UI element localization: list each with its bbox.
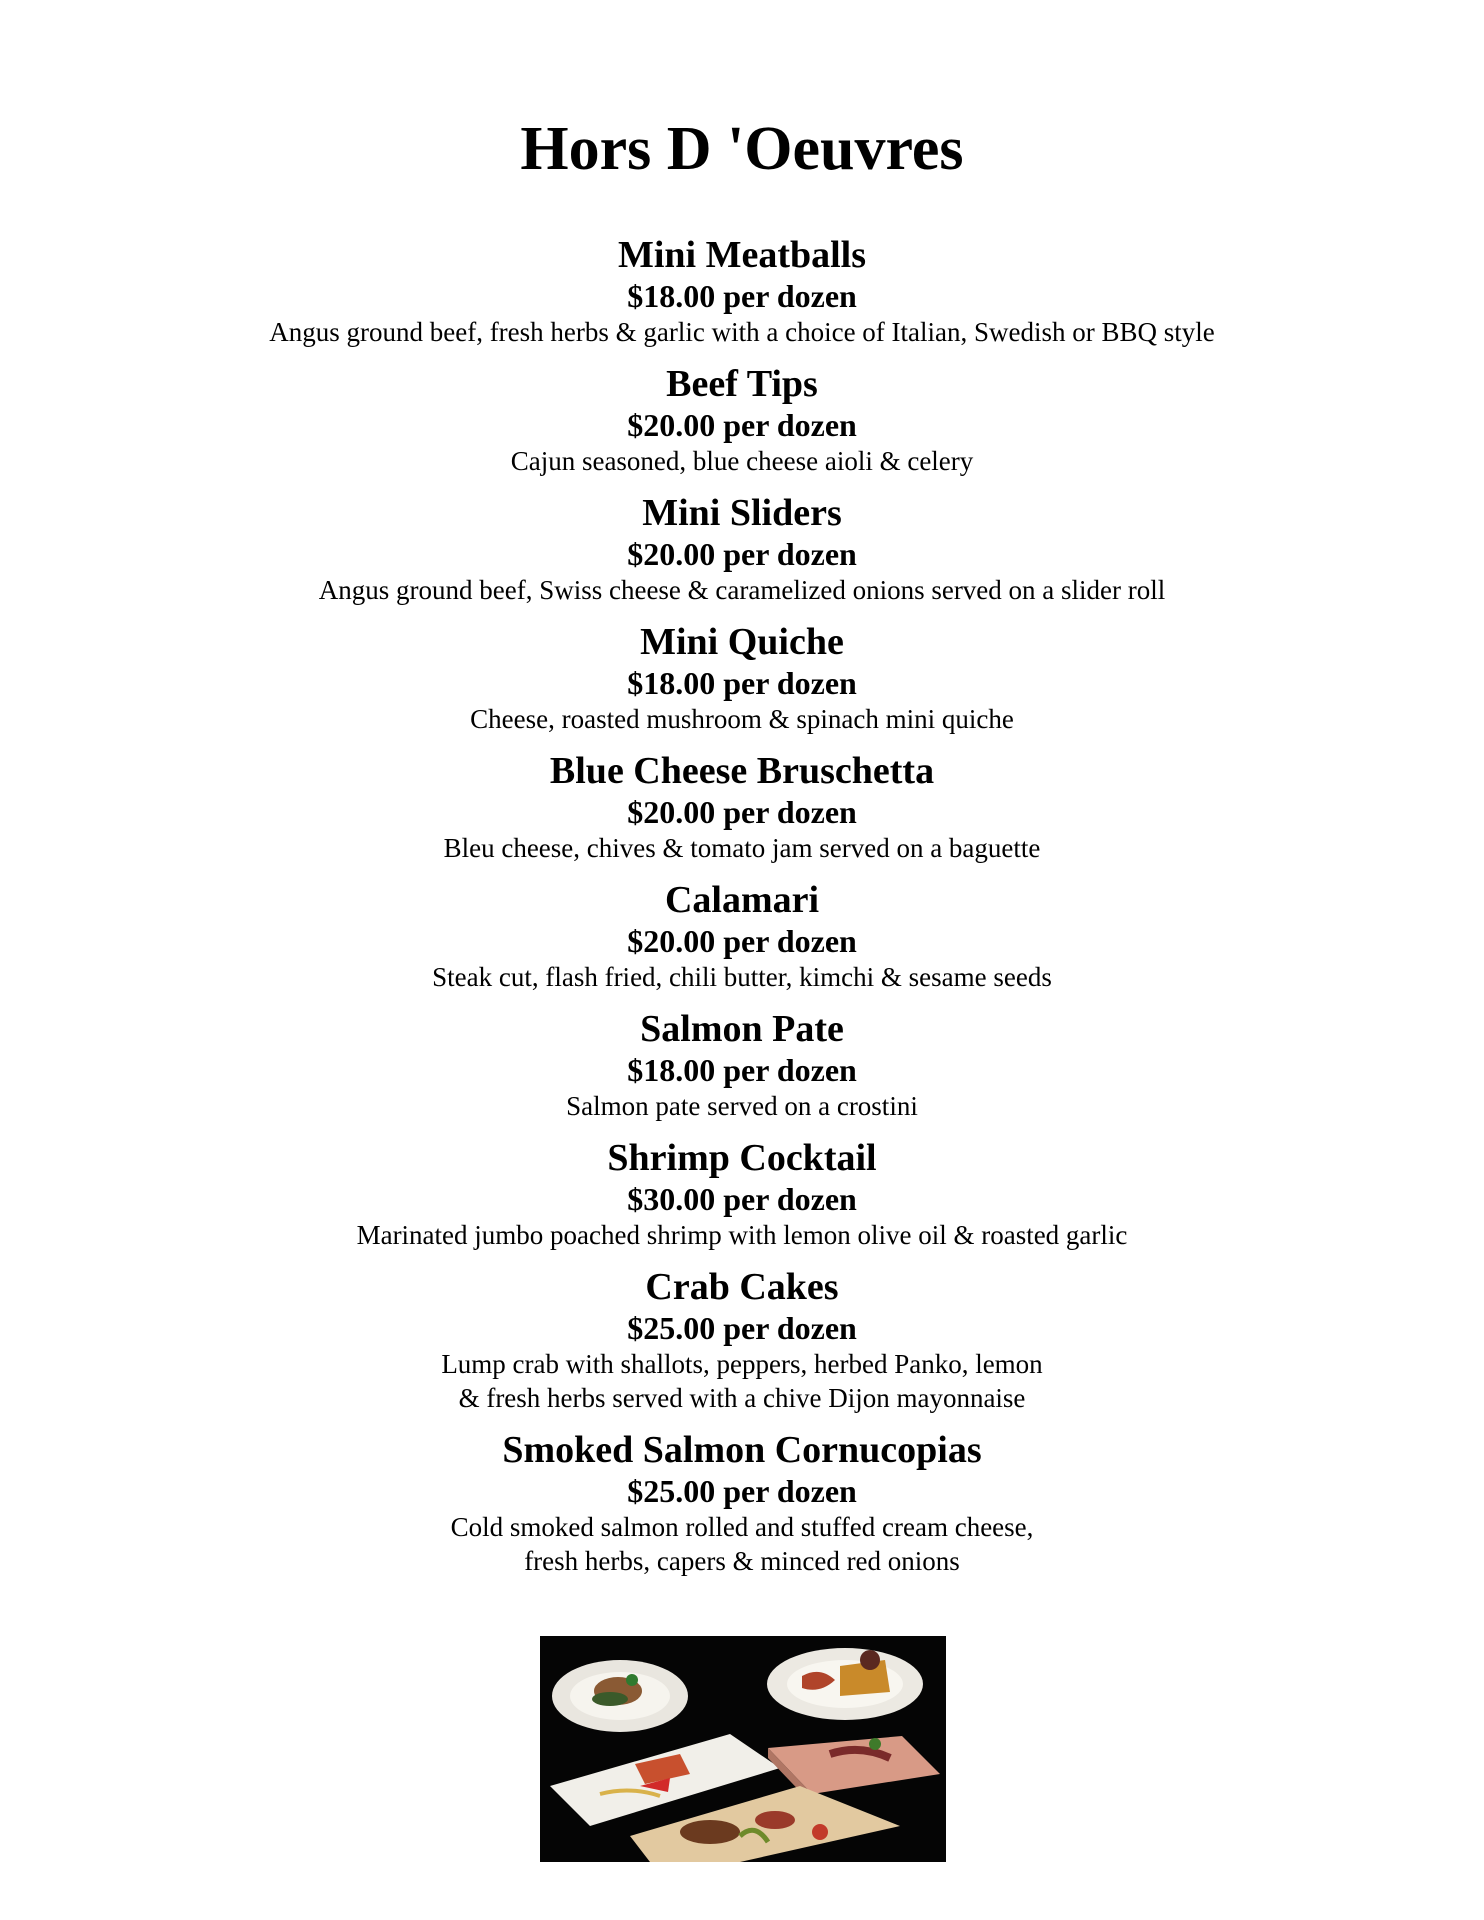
menu-item-price: $25.00 per dozen bbox=[627, 1310, 857, 1346]
menu-item-name: Blue Cheese Bruschetta bbox=[549, 750, 935, 792]
menu-item-price: $18.00 per dozen bbox=[627, 278, 857, 314]
menu-item bbox=[0, 232, 1484, 349]
menu-item-price: $20.00 per dozen bbox=[627, 536, 857, 572]
menu-item-name: Mini Meatballs bbox=[617, 234, 867, 276]
menu-item-description: Cheese, roasted mushroom & spinach mini quiche bbox=[470, 704, 1014, 734]
menu-item-name: Shrimp Cocktail bbox=[607, 1137, 877, 1179]
menu-item-description: Salmon pate served on a crostini bbox=[566, 1091, 918, 1121]
page-title: Hors D 'Oeuvres bbox=[520, 115, 964, 183]
menu-item-description: fresh herbs, capers & minced red onions bbox=[524, 1546, 960, 1576]
menu-item-description: Bleu cheese, chives & tomato jam served on a baguette bbox=[443, 833, 1041, 863]
food-photo-illustration bbox=[540, 1636, 946, 1862]
menu-item-price: $18.00 per dozen bbox=[627, 1052, 857, 1088]
menu-item bbox=[0, 748, 1484, 865]
menu-item-name: Mini Sliders bbox=[642, 492, 842, 534]
menu-item-description: Cold smoked salmon rolled and stuffed cream cheese, bbox=[450, 1512, 1034, 1542]
menu-item-name: Mini Quiche bbox=[640, 621, 844, 663]
menu-item bbox=[0, 619, 1484, 736]
menu-item-price: $30.00 per dozen bbox=[627, 1181, 857, 1217]
menu-item-price: $25.00 per dozen bbox=[627, 1473, 857, 1509]
menu-item-price: $18.00 per dozen bbox=[627, 665, 857, 701]
menu-item-name: Beef Tips bbox=[666, 363, 818, 405]
menu-item-description: Angus ground beef, Swiss cheese & caramelized onions served on a slider roll bbox=[318, 575, 1166, 605]
plated-food-photo-icon bbox=[540, 1636, 946, 1862]
menu-item-description: & fresh herbs served with a chive Dijon mayonnaise bbox=[458, 1383, 1026, 1413]
menu-list bbox=[0, 232, 1484, 1590]
menu-item-description: Steak cut, flash fried, chili butter, kimchi & sesame seeds bbox=[432, 962, 1052, 992]
menu-item-description: Marinated jumbo poached shrimp with lemon olive oil & roasted garlic bbox=[356, 1220, 1128, 1250]
menu-item-description: Angus ground beef, fresh herbs & garlic with a choice of Italian, Swedish or BBQ style bbox=[269, 317, 1215, 347]
menu-item bbox=[0, 361, 1484, 478]
menu-item-price: $20.00 per dozen bbox=[627, 794, 857, 830]
menu-item bbox=[0, 490, 1484, 607]
menu-item-name: Smoked Salmon Cornucopias bbox=[502, 1429, 982, 1471]
menu-item bbox=[0, 1264, 1484, 1415]
menu-item bbox=[0, 877, 1484, 994]
menu-item-description: Lump crab with shallots, peppers, herbed Panko, lemon bbox=[441, 1349, 1043, 1379]
menu-item-name: Crab Cakes bbox=[645, 1266, 839, 1308]
menu-item-name: Salmon Pate bbox=[640, 1008, 844, 1050]
menu-item-price: $20.00 per dozen bbox=[627, 923, 857, 959]
menu-item-description: Cajun seasoned, blue cheese aioli & celery bbox=[510, 446, 974, 476]
menu-item bbox=[0, 1427, 1484, 1578]
menu-item bbox=[0, 1135, 1484, 1252]
menu-item-price: $20.00 per dozen bbox=[627, 407, 857, 443]
menu-item bbox=[0, 1006, 1484, 1123]
menu-item-name: Calamari bbox=[664, 879, 820, 921]
